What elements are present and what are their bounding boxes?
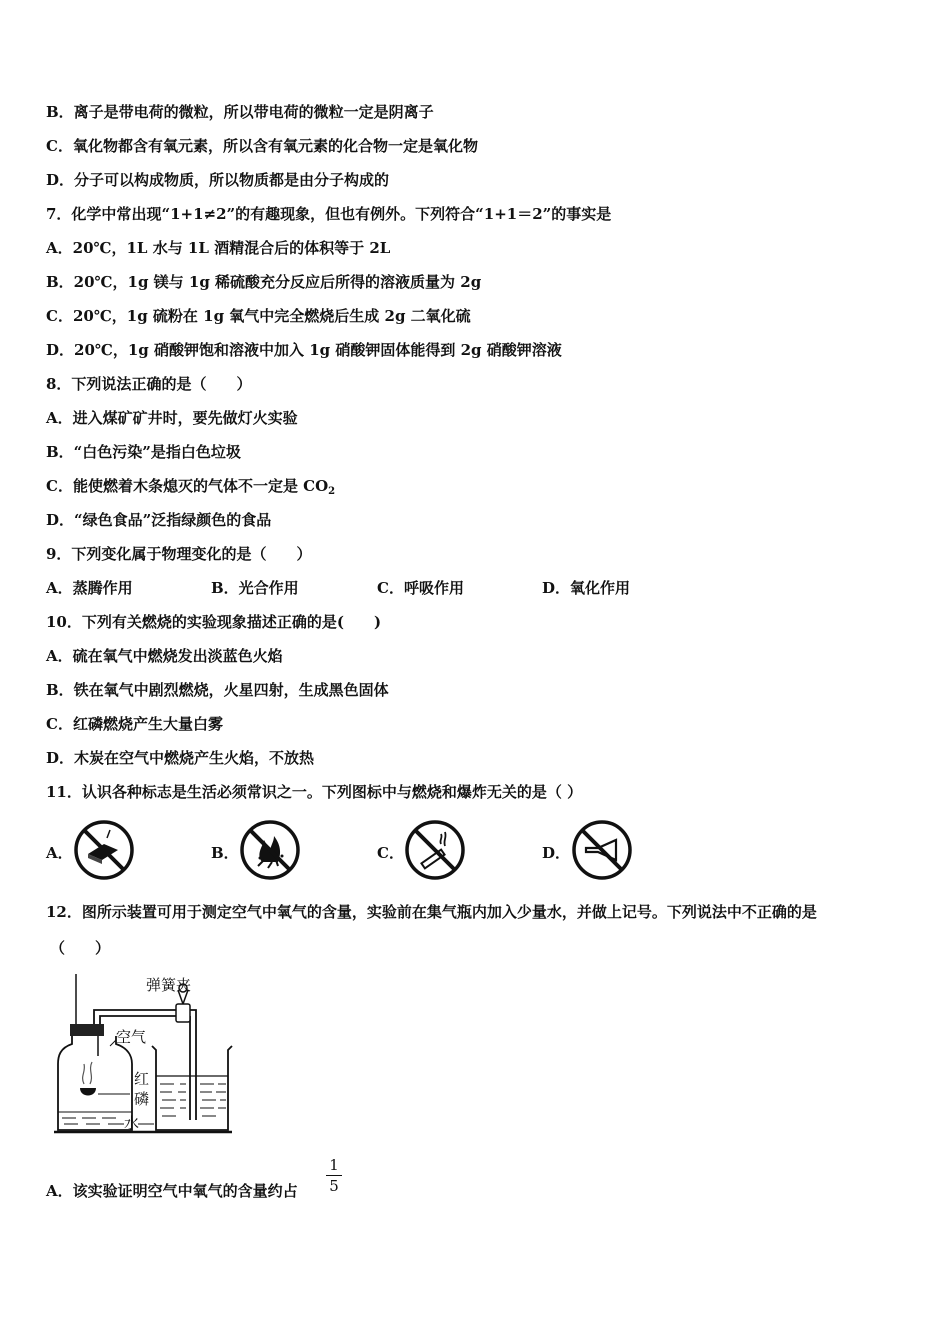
q11-stem: 11．认识各种标志是生活必须常识之一。下列图标中与燃烧和爆炸无关的是（ ） — [46, 783, 583, 801]
q8-option-b: B．“白色污染”是指白色垃圾 — [46, 443, 241, 461]
q8-option-d: D．“绿色食品”泛指绿颜色的食品 — [46, 511, 272, 529]
no-horn-sign-icon — [570, 818, 634, 882]
no-open-flame-sign-icon — [238, 818, 302, 882]
water-label: 水 — [124, 1114, 140, 1132]
q7-option-a: A．20℃，1L 水与 1L 酒精混合后的体积等于 2L — [46, 239, 391, 257]
q9-option-b: B．光合作用 — [211, 579, 299, 597]
co2-subscript: 2 — [328, 486, 336, 497]
q6-option-c: C．氧化物都含有氧元素，所以含有氧元素的化合物一定是氧化物 — [46, 137, 478, 155]
q8-option-a: A．进入煤矿矿井时，要先做灯火实验 — [46, 409, 298, 427]
q7-option-b: B．20℃，1g 镁与 1g 稀硫酸充分反应后所得的溶液质量为 2g — [46, 273, 482, 291]
fraction-bar — [326, 1175, 342, 1176]
q10-option-c: C．红磷燃烧产生大量白雾 — [46, 715, 223, 733]
q6-option-d: D．分子可以构成物质，所以物质都是由分子构成的 — [46, 171, 390, 189]
no-fireworks-sign-icon — [72, 818, 136, 882]
q11-option-c-label: C． — [377, 844, 404, 862]
q11-option-a-label: A． — [46, 844, 73, 862]
q12-stem: 12．图所示装置可用于测定空气中氧气的含量，实验前在集气瓶内加入少量水，并做上记号。下列说法中不正确的是 — [46, 903, 817, 921]
clamp-label: 弹簧夹 — [146, 976, 192, 994]
q12-paren: （ ） — [50, 939, 111, 957]
fraction-numerator: 1 — [329, 1156, 339, 1174]
q8-stem: 8．下列说法正确的是（ ） — [46, 375, 252, 393]
q9-stem: 9．下列变化属于物理变化的是（ ） — [46, 545, 312, 563]
oxygen-measurement-apparatus — [50, 968, 250, 1140]
q10-option-b: B．铁在氧气中剧烈燃烧，火星四射，生成黑色固体 — [46, 681, 389, 699]
one-fifth-fraction — [326, 1156, 342, 1195]
q7-stem: 7．化学中常出现“1+1≠2”的有趣现象，但也有例外。下列符合“1+1＝2”的事实是 — [46, 205, 612, 223]
air-label: 空气 — [116, 1028, 147, 1046]
q9-option-a: A．蒸腾作用 — [46, 579, 133, 597]
q10-stem: 10．下列有关燃烧的实验现象描述正确的是( ) — [46, 613, 382, 631]
q7-option-d: D．20℃，1g 硝酸钾饱和溶液中加入 1g 硝酸钾固体能得到 2g 硝酸钾溶液 — [46, 341, 562, 359]
phosphorus-label-top: 红 — [134, 1070, 150, 1088]
q7-option-c: C．20℃，1g 硫粉在 1g 氧气中完全燃烧后生成 2g 二氧化硫 — [46, 307, 471, 325]
q8-option-c — [46, 476, 335, 502]
q8-option-c-text: C．能使燃着木条熄灭的气体不一定是 CO — [46, 477, 329, 495]
q9-option-c: C．呼吸作用 — [377, 579, 464, 597]
phosphorus-label-bottom: 磷 — [134, 1090, 150, 1108]
fraction-denominator: 5 — [329, 1177, 339, 1195]
q12-option-a: A．该实验证明空气中氧气的含量约占 — [46, 1182, 298, 1200]
no-smoking-sign-icon — [403, 818, 467, 882]
q6-option-b: B．离子是带电荷的微粒，所以带电荷的微粒一定是阴离子 — [46, 103, 434, 121]
q9-option-d: D．氧化作用 — [542, 579, 631, 597]
q10-option-d: D．木炭在空气中燃烧产生火焰，不放热 — [46, 749, 315, 767]
q10-option-a: A．硫在氧气中燃烧发出淡蓝色火焰 — [46, 647, 283, 665]
q11-option-b-label: B． — [211, 844, 239, 862]
q11-option-d-label: D． — [542, 844, 571, 862]
